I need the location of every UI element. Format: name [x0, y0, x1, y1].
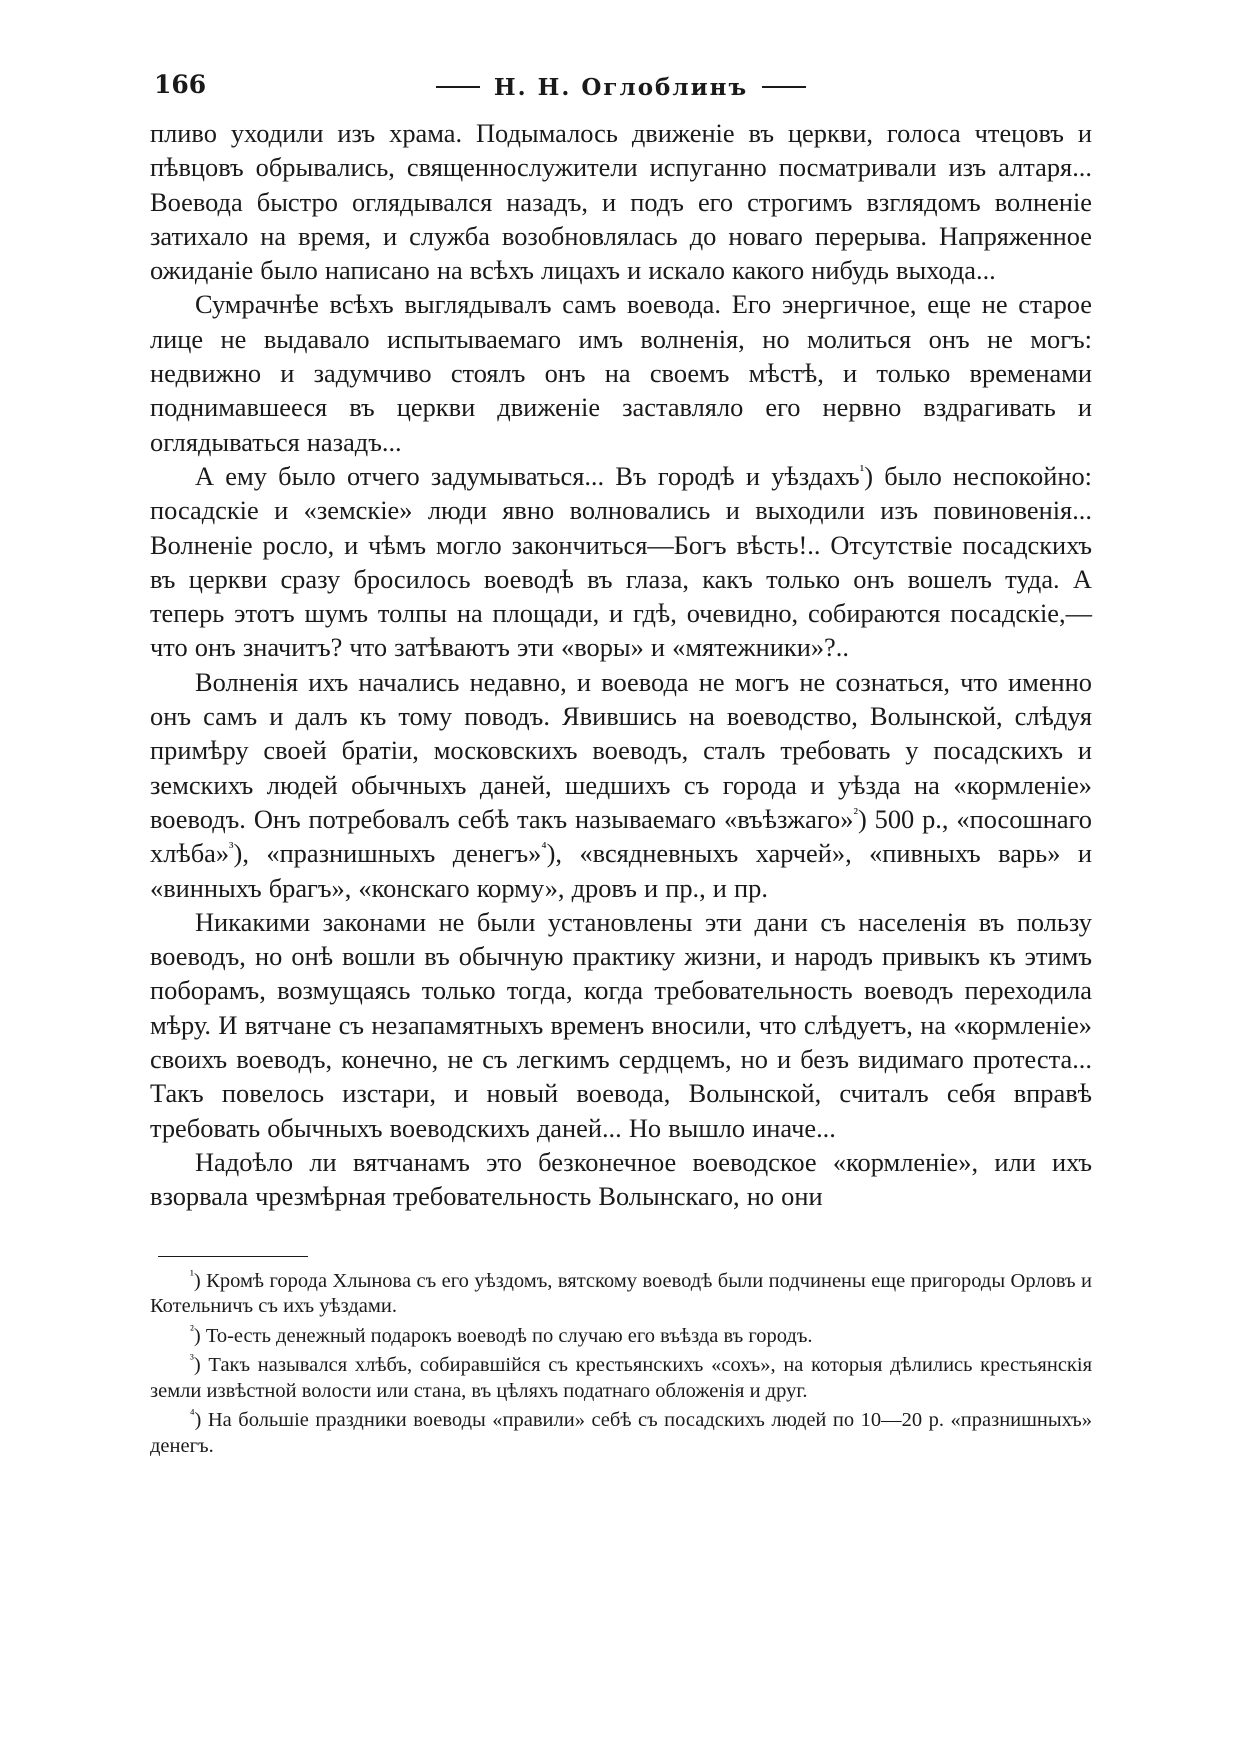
paragraph: пливо уходили изъ храма. Подымалось движеніе въ церкви, голоса чтецовъ и пѣвцовъ обрывались, священнослужители испуганно посматривали изъ алтаря... Воевода быстро оглядывался назадъ, и подъ его строгимъ взглядомъ волненіе затихало на время, и служба возобновлялась до новаго перерыва. Напряженное ожиданіе было написано на всѣхъ лицахъ и искало какого нибудь выхода...: [150, 118, 1092, 286]
header-dash-right: [762, 86, 806, 88]
footnote: [150, 1266, 1092, 1320]
text-run: ), «всядневныхъ харчей», «пивныхъ варь» и «винныхъ брагъ», «конскаго корму», дровъ и пр., и пр.: [150, 838, 1092, 903]
text-run: ) 500 р., «посошнаго хлѣба»: [150, 803, 1092, 869]
footnote-text: ) Кромѣ города Хлынова съ его уѣздомъ, вятскому воеводѣ были подчинены еще пригороды Орловъ и Котельничъ съ ихъ уѣздами.: [150, 1269, 1092, 1317]
paragraph: Надоѣло ли вятчанамъ это безконечное воеводское «кормленіе», или ихъ взорвала чрезмѣрная требовательность Волынскаго, но они: [150, 1146, 1092, 1212]
footnote-mark: ¹: [190, 1266, 194, 1282]
footnote-ref: ⁴: [541, 840, 547, 857]
page-header: [150, 62, 1092, 112]
footnote-ref: ³: [229, 840, 234, 857]
footnote-text: ) То-есть денежный подарокъ воеводѣ по случаю его въѣзда въ городъ.: [193, 1324, 813, 1347]
footnote-rule: [158, 1256, 308, 1257]
running-head: [422, 74, 820, 101]
text-run: Волненія ихъ начались недавно, и воевода не могъ не сознаться, что именно онъ самъ и далъ къ тому поводъ. Явившись на воеводство, Волынской, слѣдуя примѣру своей братіи, московскихъ воеводъ, сталъ требовать у посадскихъ и земскихъ людей обычныхъ даней, шедшихъ съ города и уѣзда на «кормленіе» воеводъ.: [150, 666, 1092, 834]
text-run: Онъ потребовалъ себѣ такъ называемаго «въѣзжаго»: [253, 803, 854, 834]
paragraph: [150, 665, 1092, 905]
footnotes: [150, 1266, 1092, 1460]
text-run: ), «празнишныхъ денегъ»: [233, 838, 542, 869]
footnote: [150, 1353, 1092, 1404]
paragraph: Сумрачнѣе всѣхъ выглядывалъ самъ воевода. Его энергичное, еще не старое лице не выдавало испытываемаго имъ волненія, но молиться онъ не могъ: недвижно и задумчиво стоялъ онъ на своемъ мѣстѣ, и только временами поднимавшееся въ церкви движеніе заставляло его нервно вздрагивать и оглядываться назадъ...: [150, 289, 1092, 457]
body-text: [150, 116, 1092, 1214]
footnote: [150, 1321, 1092, 1350]
paragraph: Никакими законами не были установлены эти дани съ населенія въ пользу воеводъ, но онѣ вошли въ обычную практику жизни, и народъ привыкъ къ этимъ поборамъ, возмущаясь только тогда, когда требовательность воеводъ переходила мѣру. И вятчане съ незапамятныхъ временъ вносили, что слѣдуетъ, на «кормленіе» своихъ воеводъ, конечно, не съ легкимъ сердцемъ, но и безъ видимаго протеста... Такъ повелось изстари, и новый воевода, Волынской, считалъ себя вправѣ требовать обычныхъ воеводскихъ даней... Но вышло иначе...: [150, 906, 1092, 1143]
text-run: ) было неспокойно: посадскіе и «земскіе» люди явно волновались и выходили изъ повиновенія... Волненіе росло, и чѣмъ могло закончиться—Богъ вѣсть!.. Отсутствіе посадскихъ въ церкви сразу бросилось воеводѣ въ глаза, какъ только онъ вошелъ туда. А теперь этотъ шумъ толпы на площади, и гдѣ, очевидно, собираются посадскіе,—что онъ значитъ? что затѣваютъ эти «воры» и «мятежники»?..: [150, 460, 1092, 663]
footnote-mark: ³: [190, 1351, 194, 1366]
footnote-ref: ¹: [859, 462, 865, 479]
footnote-text: ) Такъ назывался хлѣбъ, собиравшійся съ крестьянскихъ «сохъ», на которыя дѣлились крестьянскія земли извѣстной волости или стана, въ цѣляхъ податнаго обложенія и друг.: [150, 1354, 1092, 1402]
footnote-text: ) На большіе праздники воеводы «правили» себѣ съ посадскихъ людей по 10—20 р. «празнишныхъ» денегъ.: [150, 1409, 1092, 1457]
footnote-ref: ²: [853, 805, 858, 822]
text-run: А ему было отчего задумываться... Въ городѣ и уѣздахъ: [195, 460, 860, 491]
page-number: 166: [154, 70, 207, 99]
footnote-mark: ²: [190, 1321, 194, 1337]
footnote-mark: ⁴: [190, 1406, 195, 1421]
header-dash-left: [436, 86, 480, 88]
paragraph: [150, 459, 1092, 665]
page: [150, 62, 1092, 1463]
running-title: Н. Н. Оглоблинъ: [493, 73, 749, 101]
footnote: [150, 1408, 1092, 1459]
